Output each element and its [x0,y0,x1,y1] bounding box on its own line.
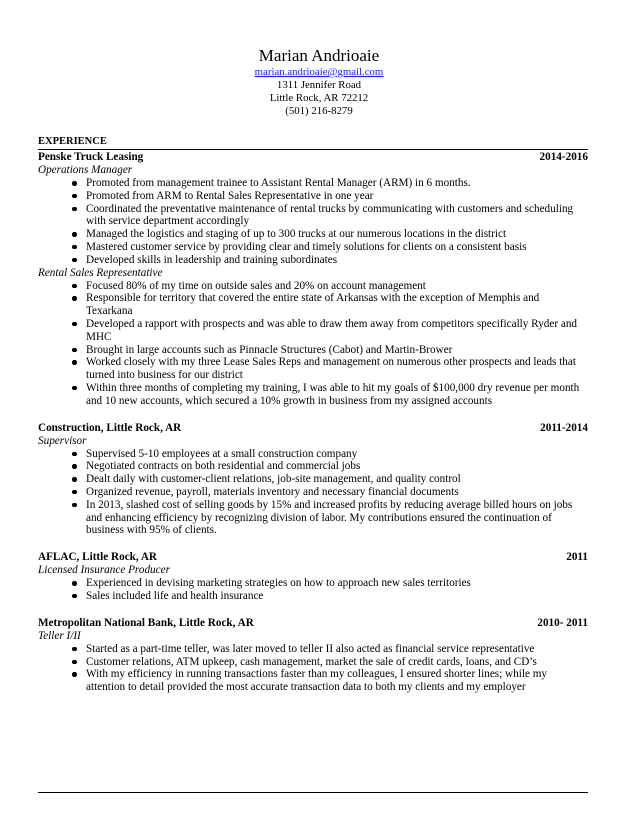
list-item: Experienced in devising marketing strategies on how to approach new sales territories [86,577,588,590]
resume-header [0,46,638,118]
job-construction [38,422,588,538]
job-metropolitan-bank [38,617,588,694]
list-item: Coordinated the preventative maintenance of rental trucks by communicating with customers and scheduling with service department accordingly [86,203,588,229]
email-link[interactable]: marian.andrioaie@gmail.com [254,66,384,78]
job-company: Metropolitan National Bank, Little Rock, AR [38,616,254,629]
list-item: Started as a part-time teller, was later moved to teller II also acted as financial service representative [86,643,588,656]
job-role-title: Licensed Insurance Producer [38,564,170,577]
list-item: Supervised 5-10 employees at a small construction company [86,448,588,461]
address-line-2: Little Rock, AR 72212 [269,92,369,104]
address-line-1: 1311 Jennifer Road [276,79,362,91]
job-role-title: Supervisor [38,434,87,447]
list-item: With my efficiency in running transactions faster than my colleagues, I ensured shorter lines; while my attention to detail provided the most accurate transaction data to both my clients and my employer [86,668,588,694]
bullet-list [38,177,588,267]
job-role-title: Operations Manager [38,164,133,176]
job-role-title: Teller I/II [38,629,81,642]
job-company: AFLAC, Little Rock, AR [38,551,158,564]
job-dates: 2011-2014 [540,421,588,434]
candidate-name: Marian Andrioaie [258,46,380,65]
job-company: Construction, Little Rock, AR [38,421,182,434]
list-item: Dealt daily with customer-client relations, job-site management, and quality control [86,473,588,486]
job-penske [38,151,588,408]
list-item: Developed skills in leadership and training subordinates [86,254,588,267]
list-item: Promoted from management trainee to Assistant Rental Manager (ARM) in 6 months. [86,177,588,190]
job-company: Penske Truck Leasing [38,151,144,163]
job-role-title: Rental Sales Representative [38,266,163,279]
job-dates: 2010- 2011 [537,616,588,629]
list-item: Within three months of completing my training, I was able to hit my goals of $100,000 dry revenue per month and 10 new accounts, which secured a 10% growth in business from my assigned accounts [86,382,588,408]
list-item: Responsible for territory that covered the entire state of Arkansas with the exception of Memphis and Texarkana [86,292,588,318]
phone-number: (501) 216-8279 [285,105,353,117]
list-item: Worked closely with my three Lease Sales Reps and management on numerous other prospects and leads that turned into business for our district [86,356,588,382]
job-aflac [38,551,588,603]
list-item: Developed a rapport with prospects and was able to draw them away from competitors specifically Ryder and MHC [86,318,588,344]
experience-section [38,151,588,708]
bullet-list [38,577,588,603]
job-dates: 2014-2016 [539,151,588,163]
bullet-list [38,448,588,538]
list-item: Focused 80% of my time on outside sales and 20% on account management [86,280,588,293]
list-item: In 2013, slashed cost of selling goods by 15% and increased profits by reducing average billed hours on jobs and enhancing efficiency by recognizing division of labor. My contributions ensured the continuation of business with 95% of clients. [86,499,588,537]
page-bottom-divider [38,792,588,793]
list-item: Customer relations, ATM upkeep, cash management, market the sale of credit cards, loans, and CD’s [86,656,588,669]
list-item: Brought in large accounts such as Pinnacle Structures (Cabot) and Martin-Brower [86,344,588,357]
list-item: Managed the logistics and staging of up to 300 trucks at our numerous locations in the district [86,228,588,241]
list-item: Organized revenue, payroll, materials inventory and necessary financial documents [86,486,588,499]
list-item: Promoted from ARM to Rental Sales Representative in one year [86,190,588,203]
list-item: Sales included life and health insurance [86,590,588,603]
job-dates: 2011 [566,551,588,564]
list-item: Mastered customer service by providing clear and timely solutions for clients on a consistent basis [86,241,588,254]
experience-heading: EXPERIENCE [38,136,588,150]
list-item: Negotiated contracts on both residential and commercial jobs [86,460,588,473]
bullet-list [38,280,588,408]
bullet-list [38,643,588,694]
